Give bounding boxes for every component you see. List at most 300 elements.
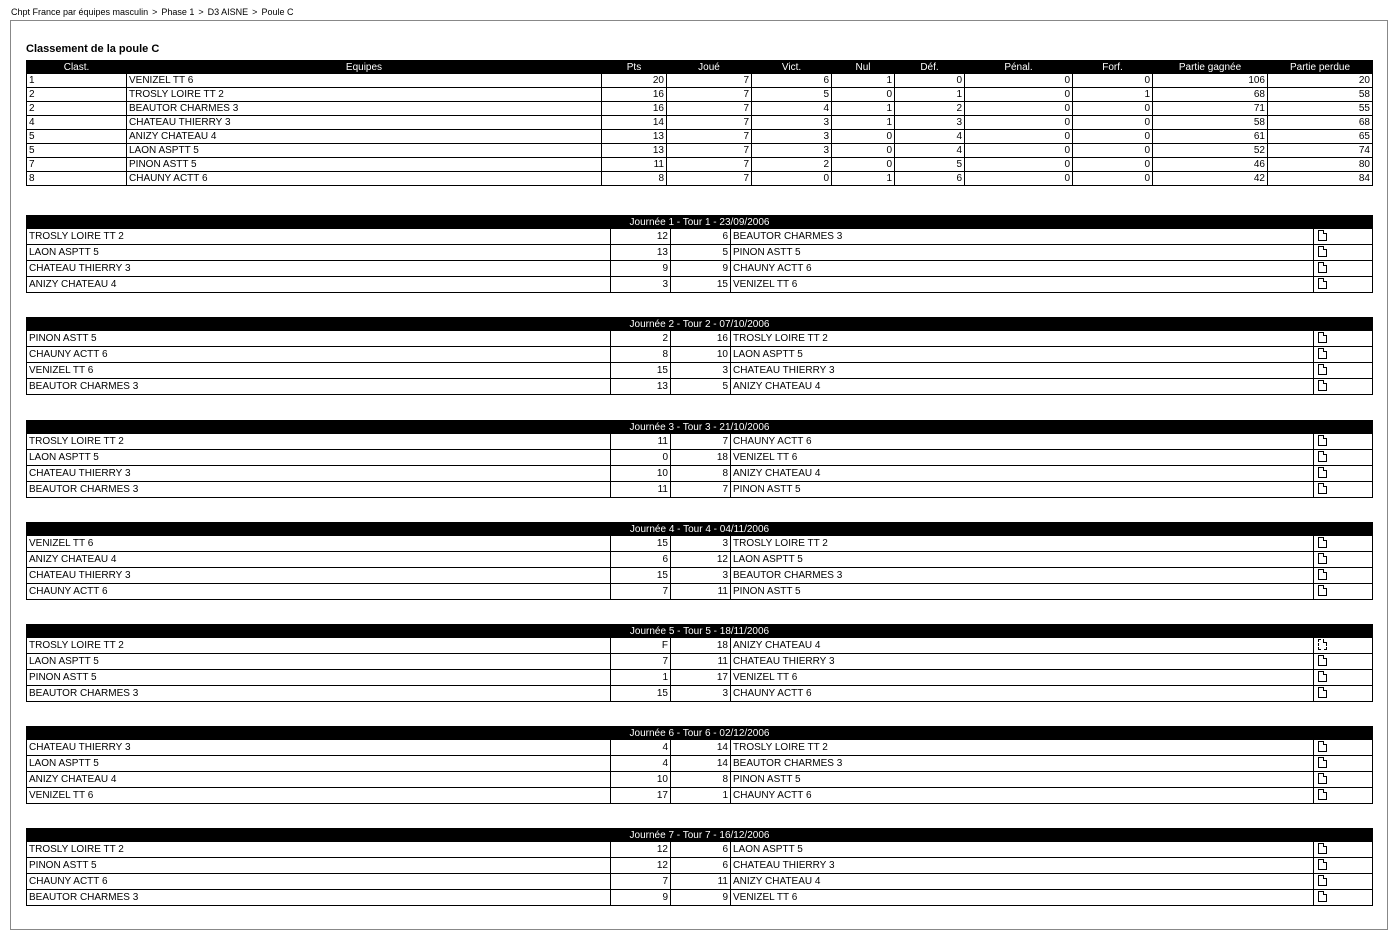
match-row [27, 584, 1373, 600]
home-team-cell[interactable]: BEAUTOR CHARMES 3 [27, 686, 611, 702]
document-icon[interactable] [1318, 364, 1327, 375]
home-team-cell[interactable]: LAON ASPTT 5 [27, 756, 611, 772]
games-lost-cell: 68 [1268, 116, 1373, 130]
match-row [27, 536, 1373, 552]
match-sheet-cell [1314, 638, 1373, 654]
match-row [27, 756, 1373, 772]
penalties-cell: 0 [965, 130, 1073, 144]
match-row [27, 874, 1373, 890]
away-team-cell[interactable]: CHATEAU THIERRY 3 [731, 858, 1314, 874]
match-row [27, 740, 1373, 756]
away-score-cell: 8 [671, 772, 731, 788]
home-team-cell[interactable]: VENIZEL TT 6 [27, 363, 611, 379]
round-title: Journée 6 - Tour 6 - 02/12/2006 [27, 727, 1373, 740]
breadcrumb-item-phase[interactable]: Phase 1 [161, 7, 195, 17]
breadcrumb-separator: > [198, 7, 204, 17]
match-row [27, 466, 1373, 482]
home-team-cell[interactable]: VENIZEL TT 6 [27, 536, 611, 552]
forfeits-cell: 0 [1073, 116, 1153, 130]
away-score-cell: 14 [671, 756, 731, 772]
played-cell: 7 [667, 88, 752, 102]
wins-cell: 0 [752, 172, 832, 186]
team-cell[interactable]: BEAUTOR CHARMES 3 [127, 102, 602, 116]
document-icon[interactable] [1318, 553, 1327, 564]
home-team-cell[interactable]: PINON ASTT 5 [27, 858, 611, 874]
draws-cell: 0 [832, 158, 895, 172]
away-team-cell[interactable]: LAON ASPTT 5 [731, 347, 1314, 363]
home-score-cell: 7 [611, 874, 671, 890]
home-team-cell[interactable]: TROSLY LOIRE TT 2 [27, 229, 611, 245]
away-score-cell: 11 [671, 584, 731, 600]
match-row [27, 277, 1373, 293]
draws-cell: 1 [832, 102, 895, 116]
losses-cell: 5 [895, 158, 965, 172]
rank-cell: 5 [27, 144, 127, 158]
away-team-cell[interactable]: VENIZEL TT 6 [731, 450, 1314, 466]
points-cell: 11 [602, 158, 667, 172]
losses-cell: 6 [895, 172, 965, 186]
home-team-cell[interactable]: TROSLY LOIRE TT 2 [27, 638, 611, 654]
away-score-cell: 11 [671, 654, 731, 670]
match-row [27, 261, 1373, 277]
home-score-cell: 13 [611, 379, 671, 395]
rank-cell: 2 [27, 102, 127, 116]
away-score-cell: 9 [671, 890, 731, 906]
breadcrumb [11, 7, 293, 17]
forfeits-cell: 1 [1073, 88, 1153, 102]
games-won-cell: 42 [1153, 172, 1268, 186]
ranking-row [27, 172, 1373, 186]
match-row [27, 772, 1373, 788]
forfeits-cell: 0 [1073, 158, 1153, 172]
forfeits-cell: 0 [1073, 172, 1153, 186]
match-row [27, 568, 1373, 584]
points-cell: 14 [602, 116, 667, 130]
col-header-played: Joué [667, 61, 752, 74]
away-team-cell[interactable]: LAON ASPTT 5 [731, 842, 1314, 858]
home-team-cell[interactable]: BEAUTOR CHARMES 3 [27, 379, 611, 395]
away-team-cell[interactable]: BEAUTOR CHARMES 3 [731, 568, 1314, 584]
home-score-cell: 1 [611, 670, 671, 686]
home-team-cell[interactable]: BEAUTOR CHARMES 3 [27, 890, 611, 906]
away-team-cell[interactable]: CHAUNY ACTT 6 [731, 261, 1314, 277]
points-cell: 16 [602, 102, 667, 116]
draws-cell: 0 [832, 144, 895, 158]
match-sheet-cell [1314, 277, 1373, 293]
forfeit-document-icon[interactable] [1318, 639, 1327, 650]
round-table [26, 522, 1373, 600]
breadcrumb-item-championship[interactable]: Chpt France par équipes masculin [11, 7, 149, 17]
col-header-teams: Equipes [127, 61, 602, 74]
document-icon[interactable] [1318, 859, 1327, 870]
rank-cell: 1 [27, 74, 127, 88]
away-score-cell: 1 [671, 788, 731, 804]
games-won-cell: 71 [1153, 102, 1268, 116]
match-sheet-cell [1314, 858, 1373, 874]
breadcrumb-separator: > [252, 7, 258, 17]
played-cell: 7 [667, 172, 752, 186]
home-score-cell: 15 [611, 568, 671, 584]
col-header-games-lost: Partie perdue [1268, 61, 1373, 74]
penalties-cell: 0 [965, 88, 1073, 102]
document-icon[interactable] [1318, 875, 1327, 886]
losses-cell: 4 [895, 130, 965, 144]
document-icon[interactable] [1318, 741, 1327, 752]
home-score-cell: 7 [611, 654, 671, 670]
document-icon[interactable] [1318, 537, 1327, 548]
away-score-cell: 11 [671, 874, 731, 890]
document-icon[interactable] [1318, 789, 1327, 800]
match-sheet-cell [1314, 363, 1373, 379]
ranking-table [26, 60, 1373, 186]
home-team-cell[interactable]: ANIZY CHATEAU 4 [27, 772, 611, 788]
match-sheet-cell [1314, 568, 1373, 584]
rank-cell: 4 [27, 116, 127, 130]
draws-cell: 1 [832, 172, 895, 186]
home-team-cell[interactable]: ANIZY CHATEAU 4 [27, 277, 611, 293]
document-icon[interactable] [1318, 773, 1327, 784]
match-sheet-cell [1314, 450, 1373, 466]
away-team-cell[interactable]: TROSLY LOIRE TT 2 [731, 536, 1314, 552]
home-score-cell: 0 [611, 450, 671, 466]
home-team-cell[interactable]: VENIZEL TT 6 [27, 788, 611, 804]
home-score-cell: 7 [611, 584, 671, 600]
match-sheet-cell [1314, 331, 1373, 347]
match-row [27, 245, 1373, 261]
home-team-cell[interactable]: LAON ASPTT 5 [27, 654, 611, 670]
rank-cell: 7 [27, 158, 127, 172]
away-team-cell[interactable]: CHATEAU THIERRY 3 [731, 654, 1314, 670]
ranking-row [27, 144, 1373, 158]
match-row [27, 842, 1373, 858]
home-team-cell[interactable]: CHATEAU THIERRY 3 [27, 261, 611, 277]
points-cell: 20 [602, 74, 667, 88]
team-cell[interactable]: VENIZEL TT 6 [127, 74, 602, 88]
home-score-cell: 4 [611, 756, 671, 772]
home-score-cell: 15 [611, 363, 671, 379]
match-sheet-cell [1314, 434, 1373, 450]
match-sheet-cell [1314, 874, 1373, 890]
round-title: Journée 2 - Tour 2 - 07/10/2006 [27, 318, 1373, 331]
home-score-cell: 12 [611, 842, 671, 858]
away-score-cell: 3 [671, 568, 731, 584]
home-team-cell[interactable]: CHATEAU THIERRY 3 [27, 740, 611, 756]
wins-cell: 5 [752, 88, 832, 102]
rank-cell: 5 [27, 130, 127, 144]
wins-cell: 3 [752, 130, 832, 144]
match-sheet-cell [1314, 756, 1373, 772]
draws-cell: 1 [832, 116, 895, 130]
round-title: Journée 7 - Tour 7 - 16/12/2006 [27, 829, 1373, 842]
away-team-cell[interactable]: CHATEAU THIERRY 3 [731, 363, 1314, 379]
losses-cell: 1 [895, 88, 965, 102]
away-score-cell: 12 [671, 552, 731, 568]
forfeits-cell: 0 [1073, 74, 1153, 88]
away-team-cell[interactable]: CHAUNY ACTT 6 [731, 434, 1314, 450]
away-team-cell[interactable]: CHAUNY ACTT 6 [731, 788, 1314, 804]
losses-cell: 3 [895, 116, 965, 130]
forfeits-cell: 0 [1073, 102, 1153, 116]
losses-cell: 0 [895, 74, 965, 88]
away-team-cell[interactable]: PINON ASTT 5 [731, 584, 1314, 600]
home-team-cell[interactable]: TROSLY LOIRE TT 2 [27, 434, 611, 450]
document-icon[interactable] [1318, 451, 1327, 462]
home-team-cell[interactable]: BEAUTOR CHARMES 3 [27, 482, 611, 498]
home-team-cell[interactable]: CHAUNY ACTT 6 [27, 347, 611, 363]
home-score-cell: 8 [611, 347, 671, 363]
away-team-cell[interactable]: BEAUTOR CHARMES 3 [731, 229, 1314, 245]
away-score-cell: 7 [671, 482, 731, 498]
away-score-cell: 6 [671, 229, 731, 245]
away-team-cell[interactable]: TROSLY LOIRE TT 2 [731, 331, 1314, 347]
match-sheet-cell [1314, 842, 1373, 858]
played-cell: 7 [667, 158, 752, 172]
away-team-cell[interactable]: PINON ASTT 5 [731, 772, 1314, 788]
col-header-points: Pts [602, 61, 667, 74]
wins-cell: 3 [752, 116, 832, 130]
played-cell: 7 [667, 116, 752, 130]
match-sheet-cell [1314, 552, 1373, 568]
match-row [27, 552, 1373, 568]
ranking-row [27, 88, 1373, 102]
away-team-cell[interactable]: ANIZY CHATEAU 4 [731, 874, 1314, 890]
match-sheet-cell [1314, 536, 1373, 552]
home-team-cell[interactable]: ANIZY CHATEAU 4 [27, 552, 611, 568]
wins-cell: 4 [752, 102, 832, 116]
team-cell[interactable]: TROSLY LOIRE TT 2 [127, 88, 602, 102]
document-icon[interactable] [1318, 278, 1327, 289]
col-header-games-won: Partie gagnée [1153, 61, 1268, 74]
match-sheet-cell [1314, 890, 1373, 906]
match-row [27, 654, 1373, 670]
away-team-cell[interactable]: BEAUTOR CHARMES 3 [731, 756, 1314, 772]
match-row [27, 229, 1373, 245]
draws-cell: 0 [832, 130, 895, 144]
away-team-cell[interactable]: TROSLY LOIRE TT 2 [731, 740, 1314, 756]
document-icon[interactable] [1318, 687, 1327, 698]
col-header-rank: Clast. [27, 61, 127, 74]
match-sheet-cell [1314, 654, 1373, 670]
home-score-cell: 15 [611, 536, 671, 552]
away-team-cell[interactable]: PINON ASTT 5 [731, 482, 1314, 498]
games-lost-cell: 58 [1268, 88, 1373, 102]
col-header-forfeits: Forf. [1073, 61, 1153, 74]
away-team-cell[interactable]: CHAUNY ACTT 6 [731, 686, 1314, 702]
ranking-row [27, 74, 1373, 88]
away-team-cell[interactable]: VENIZEL TT 6 [731, 670, 1314, 686]
points-cell: 8 [602, 172, 667, 186]
losses-cell: 2 [895, 102, 965, 116]
round-table [26, 317, 1373, 395]
match-sheet-cell [1314, 482, 1373, 498]
games-lost-cell: 65 [1268, 130, 1373, 144]
match-sheet-cell [1314, 772, 1373, 788]
away-team-cell[interactable]: PINON ASTT 5 [731, 245, 1314, 261]
breadcrumb-item-division[interactable]: D3 AISNE [207, 7, 249, 17]
match-row [27, 331, 1373, 347]
home-team-cell[interactable]: TROSLY LOIRE TT 2 [27, 842, 611, 858]
home-team-cell[interactable]: LAON ASPTT 5 [27, 450, 611, 466]
penalties-cell: 0 [965, 172, 1073, 186]
away-score-cell: 16 [671, 331, 731, 347]
home-team-cell[interactable]: LAON ASPTT 5 [27, 245, 611, 261]
home-team-cell[interactable]: CHAUNY ACTT 6 [27, 874, 611, 890]
match-sheet-cell [1314, 261, 1373, 277]
home-team-cell[interactable]: CHATEAU THIERRY 3 [27, 568, 611, 584]
home-score-cell: 10 [611, 772, 671, 788]
match-row [27, 638, 1373, 654]
games-lost-cell: 84 [1268, 172, 1373, 186]
away-score-cell: 18 [671, 450, 731, 466]
document-icon[interactable] [1318, 671, 1327, 682]
document-icon[interactable] [1318, 757, 1327, 768]
team-cell[interactable]: ANIZY CHATEAU 4 [127, 130, 602, 144]
document-icon[interactable] [1318, 332, 1327, 343]
document-icon[interactable] [1318, 467, 1327, 478]
penalties-cell: 0 [965, 102, 1073, 116]
match-row [27, 363, 1373, 379]
match-sheet-cell [1314, 584, 1373, 600]
team-cell[interactable]: CHAUNY ACTT 6 [127, 172, 602, 186]
match-row [27, 482, 1373, 498]
match-row [27, 347, 1373, 363]
away-score-cell: 15 [671, 277, 731, 293]
away-team-cell[interactable]: VENIZEL TT 6 [731, 277, 1314, 293]
games-won-cell: 68 [1153, 88, 1268, 102]
away-team-cell[interactable]: ANIZY CHATEAU 4 [731, 379, 1314, 395]
away-team-cell[interactable]: LAON ASPTT 5 [731, 552, 1314, 568]
away-score-cell: 3 [671, 536, 731, 552]
away-score-cell: 14 [671, 740, 731, 756]
away-score-cell: 5 [671, 379, 731, 395]
home-team-cell[interactable]: CHAUNY ACTT 6 [27, 584, 611, 600]
match-sheet-cell [1314, 347, 1373, 363]
match-row [27, 379, 1373, 395]
penalties-cell: 0 [965, 144, 1073, 158]
document-icon[interactable] [1318, 348, 1327, 359]
losses-cell: 4 [895, 144, 965, 158]
round-title: Journée 3 - Tour 3 - 21/10/2006 [27, 421, 1373, 434]
home-score-cell: 3 [611, 277, 671, 293]
match-row [27, 434, 1373, 450]
home-team-cell[interactable]: PINON ASTT 5 [27, 331, 611, 347]
wins-cell: 3 [752, 144, 832, 158]
document-icon[interactable] [1318, 246, 1327, 257]
round-table [26, 624, 1373, 702]
document-icon[interactable] [1318, 891, 1327, 902]
away-team-cell[interactable]: ANIZY CHATEAU 4 [731, 638, 1314, 654]
home-score-cell: 12 [611, 858, 671, 874]
games-won-cell: 52 [1153, 144, 1268, 158]
games-won-cell: 106 [1153, 74, 1268, 88]
home-score-cell: 17 [611, 788, 671, 804]
away-score-cell: 7 [671, 434, 731, 450]
played-cell: 7 [667, 144, 752, 158]
games-won-cell: 61 [1153, 130, 1268, 144]
played-cell: 7 [667, 74, 752, 88]
away-team-cell[interactable]: VENIZEL TT 6 [731, 890, 1314, 906]
ranking-row [27, 102, 1373, 116]
games-won-cell: 46 [1153, 158, 1268, 172]
away-score-cell: 3 [671, 363, 731, 379]
away-score-cell: 5 [671, 245, 731, 261]
match-sheet-cell [1314, 686, 1373, 702]
home-score-cell: 9 [611, 261, 671, 277]
round-table [26, 828, 1373, 906]
away-team-cell[interactable]: ANIZY CHATEAU 4 [731, 466, 1314, 482]
home-team-cell[interactable]: PINON ASTT 5 [27, 670, 611, 686]
home-team-cell[interactable]: CHATEAU THIERRY 3 [27, 466, 611, 482]
col-header-draws: Nul [832, 61, 895, 74]
games-lost-cell: 55 [1268, 102, 1373, 116]
home-score-cell: 15 [611, 686, 671, 702]
document-icon[interactable] [1318, 569, 1327, 580]
document-icon[interactable] [1318, 435, 1327, 446]
team-cell[interactable]: LAON ASPTT 5 [127, 144, 602, 158]
home-score-cell: 4 [611, 740, 671, 756]
home-score-cell: F [611, 638, 671, 654]
match-row [27, 890, 1373, 906]
forfeits-cell: 0 [1073, 130, 1153, 144]
round-title: Journée 4 - Tour 4 - 04/11/2006 [27, 523, 1373, 536]
home-score-cell: 6 [611, 552, 671, 568]
document-icon[interactable] [1318, 655, 1327, 666]
match-sheet-cell [1314, 245, 1373, 261]
played-cell: 7 [667, 102, 752, 116]
games-won-cell: 58 [1153, 116, 1268, 130]
team-cell[interactable]: PINON ASTT 5 [127, 158, 602, 172]
match-sheet-cell [1314, 229, 1373, 245]
games-lost-cell: 20 [1268, 74, 1373, 88]
away-score-cell: 17 [671, 670, 731, 686]
ranking-row [27, 158, 1373, 172]
rank-cell: 2 [27, 88, 127, 102]
round-title: Journée 5 - Tour 5 - 18/11/2006 [27, 625, 1373, 638]
match-row [27, 686, 1373, 702]
match-row [27, 450, 1373, 466]
home-score-cell: 11 [611, 482, 671, 498]
wins-cell: 6 [752, 74, 832, 88]
ranking-title: Classement de la poule C [26, 43, 160, 55]
wins-cell: 2 [752, 158, 832, 172]
document-icon[interactable] [1318, 230, 1327, 241]
forfeits-cell: 0 [1073, 144, 1153, 158]
document-icon[interactable] [1318, 380, 1327, 391]
home-score-cell: 11 [611, 434, 671, 450]
away-score-cell: 6 [671, 842, 731, 858]
away-score-cell: 9 [671, 261, 731, 277]
match-sheet-cell [1314, 788, 1373, 804]
home-score-cell: 10 [611, 466, 671, 482]
document-icon[interactable] [1318, 585, 1327, 596]
played-cell: 7 [667, 130, 752, 144]
home-score-cell: 13 [611, 245, 671, 261]
breadcrumb-separator: > [152, 7, 158, 17]
team-cell[interactable]: CHATEAU THIERRY 3 [127, 116, 602, 130]
home-score-cell: 9 [611, 890, 671, 906]
home-score-cell: 12 [611, 229, 671, 245]
match-row [27, 858, 1373, 874]
points-cell: 13 [602, 130, 667, 144]
document-icon[interactable] [1318, 483, 1327, 494]
away-score-cell: 8 [671, 466, 731, 482]
away-score-cell: 10 [671, 347, 731, 363]
document-icon[interactable] [1318, 843, 1327, 854]
document-icon[interactable] [1318, 262, 1327, 273]
home-score-cell: 2 [611, 331, 671, 347]
match-row [27, 788, 1373, 804]
round-title: Journée 1 - Tour 1 - 23/09/2006 [27, 216, 1373, 229]
